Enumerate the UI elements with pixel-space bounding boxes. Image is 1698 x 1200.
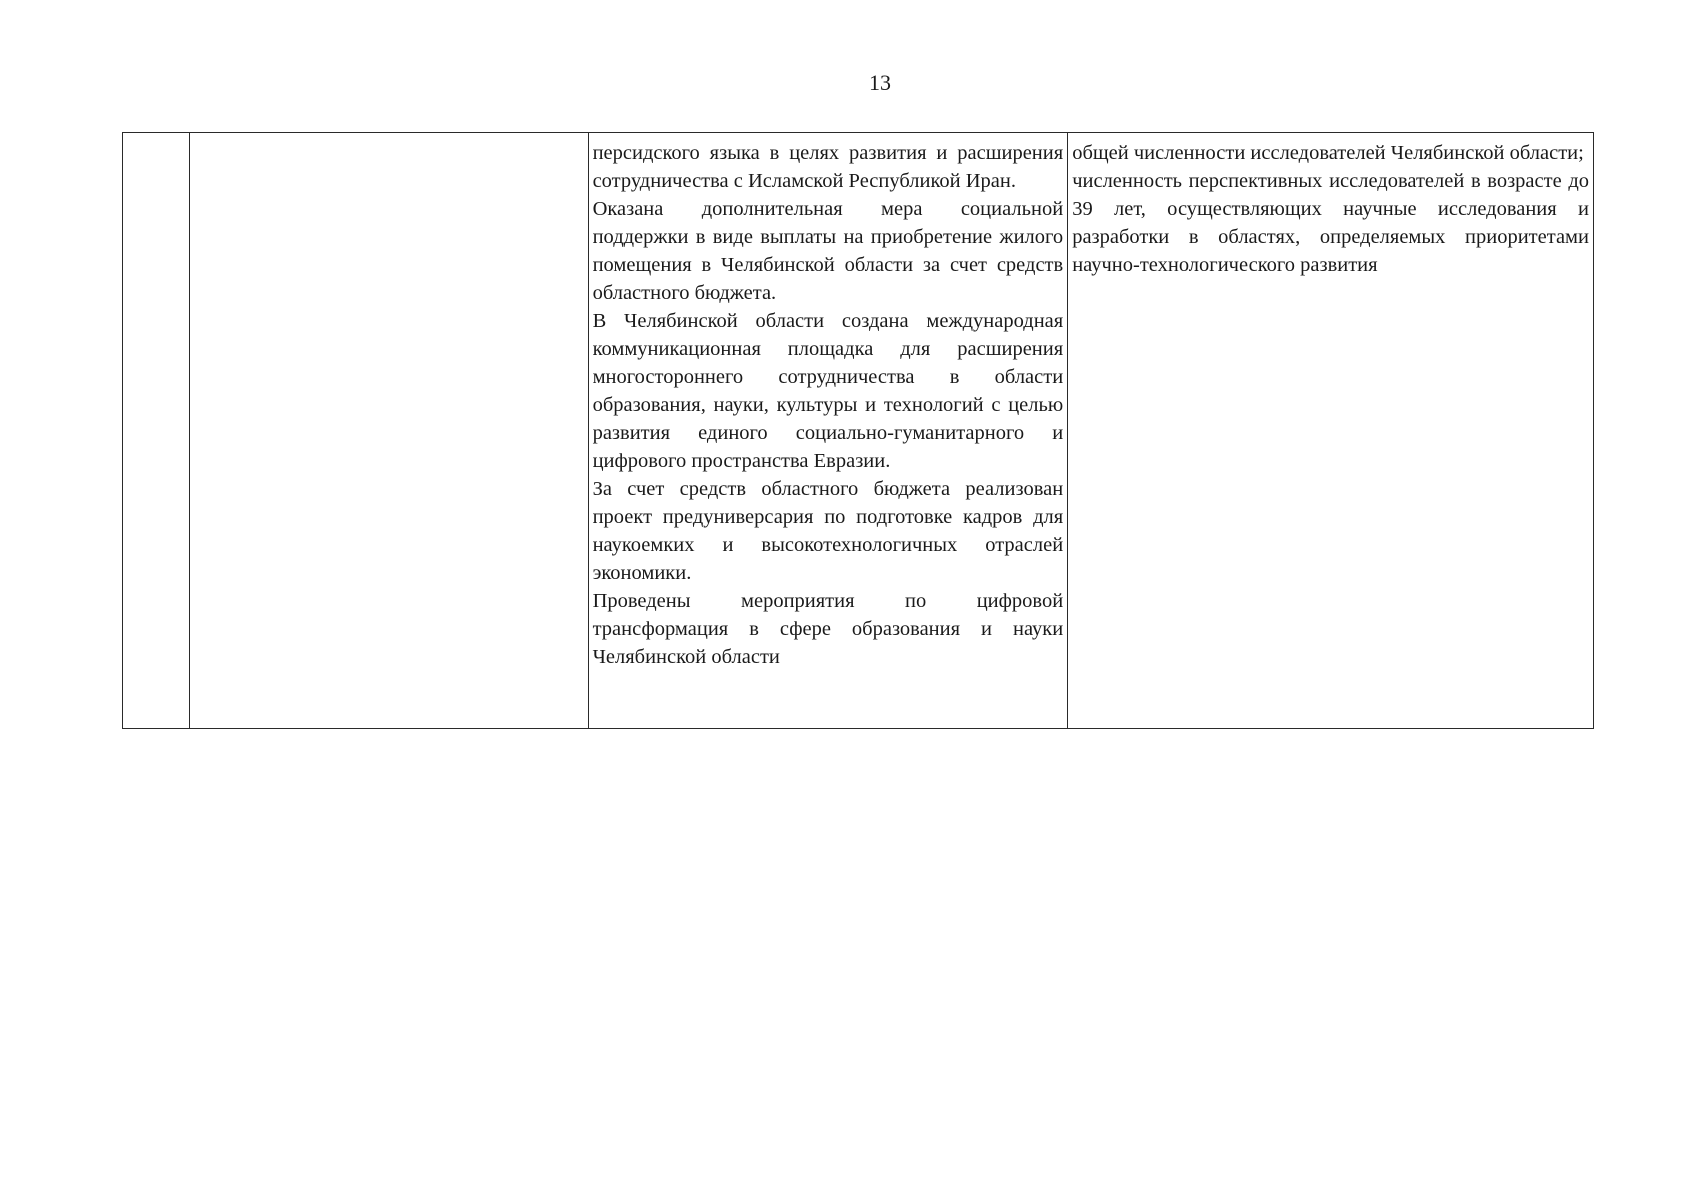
continuation-table: [122, 132, 1594, 729]
indicators-paragraph: общей численности исследователей Челябинской области;: [1072, 142, 1584, 164]
indicators-paragraph: численность перспективных исследователей в возрасте до 39 лет, осуществляющих научные исследования и разработки в областях, определяемых приоритетами научно-технологического развития: [1072, 170, 1589, 276]
cell-number: [123, 133, 190, 729]
results-paragraph: За счет средств областного бюджета реализован проект предуниверсария по подготовке кадров для наукоемких и высокотехнологичных отраслей экономики.: [592, 478, 1064, 584]
page-number: 13: [869, 70, 891, 95]
results-paragraph: Оказана дополнительная мера социальной поддержки в виде выплаты на приобретение жилого помещения в Челябинской области за счет средств областного бюджета.: [592, 198, 1064, 304]
cell-name-text: [190, 133, 587, 139]
cell-number-text: [123, 133, 189, 139]
cell-indicators: [1068, 133, 1594, 729]
results-paragraph: Проведены мероприятия по цифровой трансформация в сфере образования и науки Челябинской области: [592, 590, 1064, 668]
cell-name: [190, 133, 588, 729]
results-paragraph: В Челябинской области создана международная коммуникационная площадка для расширения многостороннего сотрудничества в области образования, науки, культуры и технологий с целью развития единого социально-гуманитарного и цифрового пространства Евразии.: [592, 310, 1064, 472]
results-paragraph: персидского языка в целях развития и расширения сотрудничества с Исламской Республикой Иран.: [592, 142, 1064, 192]
indicators-text: [1068, 133, 1593, 279]
cell-results: [588, 133, 1068, 729]
results-text: [589, 133, 1068, 671]
table-row: [123, 133, 1594, 729]
